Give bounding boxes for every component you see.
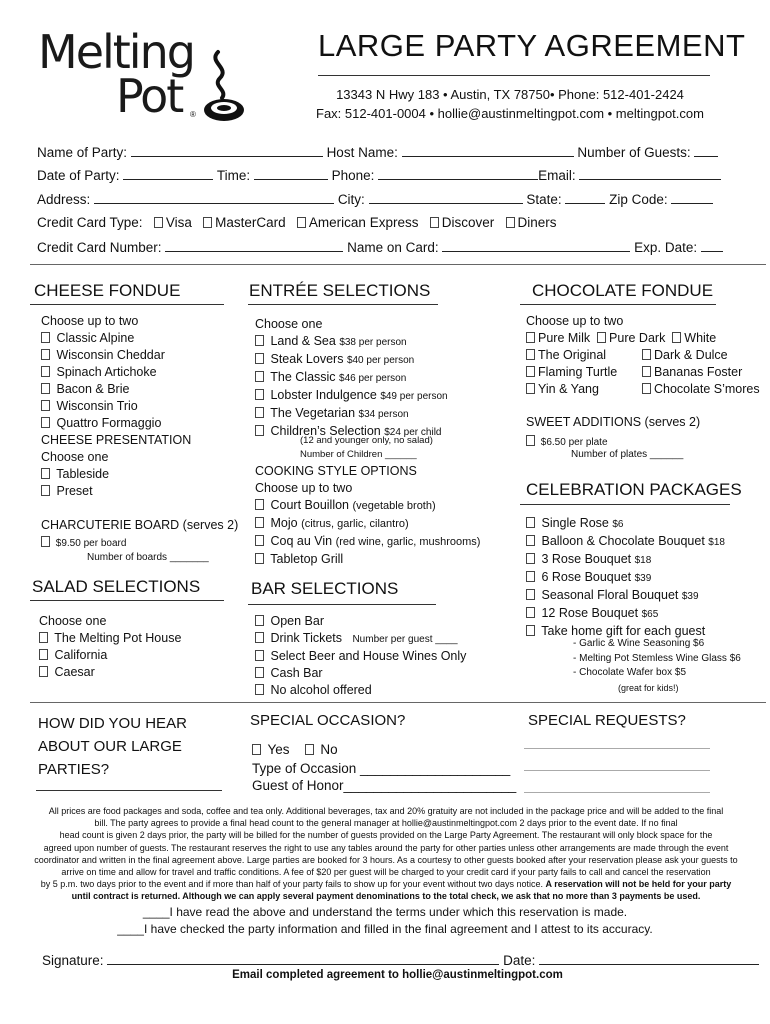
- cooking-choose-text: Choose up to two: [255, 481, 353, 495]
- checkbox[interactable]: [526, 589, 535, 600]
- celebration-name: Single Rose: [541, 516, 609, 530]
- sweet-count[interactable]: Number of plates ______: [571, 449, 684, 460]
- bar-option: Drink Tickets: [270, 631, 343, 645]
- entree-selections-title: ENTRÉE SELECTIONS: [249, 281, 431, 300]
- address-field[interactable]: [94, 191, 334, 204]
- list-item[interactable]: [41, 364, 241, 381]
- signature-label: Signature:: [42, 953, 104, 968]
- checkbox[interactable]: [41, 536, 50, 547]
- list-item[interactable]: [255, 405, 515, 423]
- logo-line-2: Pot: [116, 69, 183, 123]
- gift-note: (great for kids!): [618, 682, 679, 693]
- gift-option: - Melting Pot Stemless Wine Glass $6: [573, 652, 741, 664]
- divider: [30, 264, 766, 265]
- salad-title-rule: [30, 600, 224, 601]
- bar-section: [255, 613, 515, 699]
- checkbox-diners[interactable]: [506, 217, 515, 228]
- terms-line: All prices are food packages and soda, coffee and tea only. Additional beverages, tax and 20% gratuity are not included in the package price and will be added to the final: [48, 806, 724, 816]
- list-item[interactable]: [41, 381, 241, 398]
- celebration-section: [526, 515, 770, 640]
- credit-card-number-label: Credit Card Number:: [37, 240, 162, 255]
- checkbox[interactable]: [255, 499, 264, 510]
- city-label: City:: [337, 192, 365, 207]
- celebration-name: 6 Rose Bouquet: [541, 570, 632, 584]
- host-name-label: Host Name:: [326, 145, 398, 160]
- checkbox[interactable]: [526, 349, 535, 360]
- email-instruction: Email completed agreement to hollie@austinmeltingpot.com: [232, 969, 563, 981]
- children-count[interactable]: Number of Children ______: [300, 449, 417, 460]
- special-requests-title: SPECIAL REQUESTS?: [528, 712, 686, 729]
- celebration-name: Seasonal Floral Bouquet: [541, 588, 679, 602]
- gift-option: - Garlic & Wine Seasoning $6: [573, 638, 705, 649]
- fondue-pot-icon: [198, 48, 248, 128]
- presentation-option: Preset: [56, 484, 93, 498]
- entree-name: The Vegetarian: [270, 406, 356, 420]
- chocolate-option: Flaming Turtle: [538, 365, 618, 379]
- number-of-guests-label: Number of Guests:: [577, 145, 691, 160]
- celebration-price: $6: [612, 519, 624, 530]
- credit-card-type-label: Credit Card Type:: [37, 215, 143, 230]
- list-item[interactable]: [255, 497, 515, 515]
- entree-choose-text: Choose one: [255, 317, 323, 331]
- checkbox[interactable]: [41, 383, 50, 394]
- cheese-option: Spinach Artichoke: [56, 365, 157, 379]
- checkbox[interactable]: [41, 468, 50, 479]
- cheese-option: Bacon & Brie: [56, 382, 130, 396]
- checkbox-yes[interactable]: [252, 744, 261, 755]
- entree-name: Lobster Indulgence: [270, 388, 377, 402]
- children-note: (12 and younger only, no salad): [300, 435, 433, 446]
- checkbox[interactable]: [255, 407, 264, 418]
- tickets-note: Number per guest ____: [352, 634, 458, 645]
- exp-date-label: Exp. Date:: [634, 240, 698, 255]
- list-item: [526, 347, 766, 364]
- special-occasion-title: SPECIAL OCCASION?: [250, 712, 406, 729]
- terms-bold-text: A reservation will not be held for your party: [545, 879, 732, 890]
- bar-selections-title: BAR SELECTIONS: [251, 579, 399, 598]
- amex-option: American Express: [308, 215, 419, 230]
- gift-options: [573, 637, 741, 695]
- form-row-5: [37, 239, 737, 255]
- occasion-type-field[interactable]: Type of Occasion ____________________: [252, 761, 511, 776]
- list-item[interactable]: [526, 515, 770, 533]
- list-item[interactable]: [526, 587, 770, 605]
- entree-section: [255, 316, 515, 441]
- checkbox[interactable]: [255, 667, 264, 678]
- list-item[interactable]: [255, 613, 515, 630]
- checkbox[interactable]: [672, 332, 681, 343]
- logo-registered-mark: ®: [190, 110, 196, 119]
- date-of-party-label: Date of Party:: [37, 168, 120, 183]
- entree-price: $46 per person: [339, 373, 407, 384]
- celebration-price: $18: [634, 555, 652, 566]
- bar-option: Select Beer and House Wines Only: [270, 649, 467, 663]
- title-underline: [318, 75, 710, 76]
- chocolate-option: Yin & Yang: [538, 382, 599, 396]
- celebration-name: 12 Rose Bouquet: [541, 606, 639, 620]
- celebration-name: Balloon & Chocolate Bouquet: [541, 534, 705, 548]
- address-label: Address:: [37, 192, 91, 207]
- sweet-additions-title: SWEET ADDITIONS (serves 2): [526, 415, 701, 429]
- entree-name: Land & Sea: [270, 334, 336, 348]
- checkbox[interactable]: [255, 684, 264, 695]
- charcuterie-option[interactable]: [41, 536, 126, 549]
- list-item[interactable]: [255, 551, 515, 568]
- salad-selections-title: SALAD SELECTIONS: [32, 577, 201, 596]
- checkbox[interactable]: [41, 349, 50, 360]
- entree-price: $40 per person: [346, 355, 415, 366]
- terms-line: head count is given 2 days prior, the party will be billed for the number of guests provided on the Large Party Agreement. The restaurant will only block space for the: [59, 830, 713, 841]
- restaurant-address: 13343 N Hwy 183 • Austin, TX 78750• Phone: 512-401-2424: [336, 87, 684, 102]
- terms-text: by 5 p.m. two days prior to the event and if more than half of your party fails to show up for your event without two days notice.: [40, 879, 546, 890]
- entree-price: $49 per person: [380, 391, 448, 402]
- checkbox[interactable]: [642, 366, 651, 377]
- gift-option: - Chocolate Wafer box $5: [573, 667, 687, 678]
- email-label: Email:: [538, 168, 576, 183]
- list-item[interactable]: [255, 515, 515, 533]
- list-item[interactable]: [41, 483, 241, 500]
- host-name-field[interactable]: [402, 144, 574, 157]
- number-of-guests-field[interactable]: [694, 144, 718, 157]
- checkbox[interactable]: [255, 517, 264, 528]
- list-item[interactable]: [41, 415, 241, 432]
- entree-name: Steak Lovers: [270, 352, 344, 366]
- list-item[interactable]: [526, 605, 770, 623]
- visa-option: Visa: [165, 215, 192, 230]
- list-item[interactable]: [255, 351, 515, 369]
- zip-label: Zip Code:: [609, 192, 668, 207]
- checkbox[interactable]: [526, 553, 535, 564]
- charcuterie-title: CHARCUTERIE BOARD (serves 2): [41, 518, 239, 532]
- list-item[interactable]: [39, 630, 181, 647]
- checkbox[interactable]: [41, 366, 50, 377]
- time-label: Time:: [216, 168, 251, 183]
- signature-date-field[interactable]: [539, 952, 759, 965]
- list-item: [526, 330, 766, 347]
- mastercard-option: MasterCard: [215, 215, 286, 230]
- cheese-choose-text: Choose up to two: [41, 314, 139, 328]
- chocolate-option: Dark & Dulce: [654, 348, 728, 362]
- list-item[interactable]: [526, 569, 770, 587]
- presentation-option: Tableside: [56, 467, 110, 481]
- diners-option: Diners: [517, 215, 557, 230]
- name-of-party-label: Name of Party:: [37, 145, 128, 160]
- cooking-name: Mojo: [270, 516, 298, 530]
- checkbox[interactable]: [642, 383, 651, 394]
- checkbox[interactable]: [41, 400, 50, 411]
- checkbox[interactable]: [41, 485, 50, 496]
- signature-row: [42, 952, 762, 968]
- terms-line: coordinator and written in the final agreement above. Large parties are booked for 3 hours. As a courtesy to other guests booked after your reservation please ask your guests to: [34, 854, 738, 865]
- cooking-note: (red wine, garlic, mushrooms): [335, 536, 481, 548]
- checkbox[interactable]: [255, 425, 264, 436]
- exp-date-field[interactable]: [701, 239, 723, 252]
- phone-label: Phone:: [331, 168, 375, 183]
- checkbox[interactable]: [41, 417, 50, 428]
- checkbox-discover[interactable]: [430, 217, 439, 228]
- cooking-section: [255, 463, 515, 568]
- list-item[interactable]: [255, 533, 515, 551]
- celebration-title-rule: [520, 504, 730, 505]
- list-item[interactable]: [526, 551, 770, 569]
- cheese-fondue-title: CHEESE FONDUE: [34, 281, 181, 300]
- cheese-option: Quattro Formaggio: [56, 416, 162, 430]
- entree-price: $38 per person: [339, 337, 407, 348]
- list-item[interactable]: [39, 647, 181, 664]
- terms-line: [10, 878, 762, 890]
- page-title: LARGE PARTY AGREEMENT: [318, 28, 746, 63]
- cheese-presentation-title: CHEESE PRESENTATION: [41, 433, 192, 447]
- chocolate-option: Chocolate S’mores: [654, 382, 760, 396]
- cheese-option: Wisconsin Cheddar: [56, 348, 165, 362]
- name-on-card-label: Name on Card:: [347, 240, 439, 255]
- cooking-name: Tabletop Grill: [270, 552, 344, 566]
- cooking-style-title: COOKING STYLE OPTIONS: [255, 464, 417, 478]
- list-item[interactable]: [255, 369, 515, 387]
- date-label: Date:: [503, 953, 536, 968]
- charcuterie-price: $9.50 per board: [55, 538, 127, 549]
- cooking-name: Court Bouillon: [270, 498, 349, 512]
- checkbox[interactable]: [255, 553, 264, 564]
- entree-price: $34 person: [358, 409, 409, 420]
- phone-field[interactable]: [378, 167, 538, 180]
- time-field[interactable]: [254, 167, 328, 180]
- checkbox[interactable]: [255, 535, 264, 546]
- presentation-choose-text: Choose one: [41, 450, 109, 464]
- salad-option: California: [54, 648, 108, 662]
- list-item[interactable]: [255, 648, 515, 665]
- special-requests-line[interactable]: [524, 792, 710, 793]
- chocolate-choose-text: Choose up to two: [526, 314, 624, 328]
- salad-option: Caesar: [54, 665, 95, 679]
- checkbox[interactable]: [526, 535, 535, 546]
- signature-field[interactable]: [107, 952, 499, 965]
- cooking-name: Coq au Vin: [270, 534, 333, 548]
- list-item[interactable]: [41, 330, 241, 347]
- list-item[interactable]: [255, 333, 515, 351]
- checkbox[interactable]: [526, 571, 535, 582]
- cheese-option: Classic Alpine: [56, 331, 135, 345]
- checkbox[interactable]: [255, 389, 264, 400]
- zip-field[interactable]: [671, 191, 713, 204]
- checkbox-no[interactable]: [305, 744, 314, 755]
- checkbox[interactable]: [255, 335, 264, 346]
- chocolate-option: Pure Milk: [538, 331, 591, 345]
- checkbox[interactable]: [39, 649, 48, 660]
- restaurant-contact: Fax: 512-401-0004 • hollie@austinmeltingpot.com • meltingpot.com: [316, 106, 704, 121]
- cooking-note: (citrus, garlic, cilantro): [301, 518, 409, 530]
- acknowledgement-2[interactable]: ____I have checked the party information and filled in the final agreement and I attest to its accuracy.: [117, 922, 653, 936]
- checkbox[interactable]: [255, 353, 264, 364]
- list-item[interactable]: [41, 466, 241, 483]
- checkbox[interactable]: [526, 625, 535, 636]
- celebration-price: $65: [641, 609, 659, 620]
- checkbox[interactable]: [39, 666, 48, 677]
- credit-card-number-field[interactable]: [165, 239, 343, 252]
- celebration-packages-title: CELEBRATION PACKAGES: [526, 480, 742, 499]
- yes-option: Yes: [267, 742, 290, 757]
- form-row-2: [37, 167, 737, 183]
- celebration-price: $18: [708, 537, 725, 548]
- date-of-party-field[interactable]: [123, 167, 213, 180]
- state-field[interactable]: [565, 191, 605, 204]
- guest-of-honor-field[interactable]: Guest of Honor_______________________: [252, 778, 517, 793]
- list-item[interactable]: [255, 682, 515, 699]
- terms-line: arrive on time and allow for travel and traffic conditions. A fee of $20 per guest will be charged to your credit card if your party fails to call and cancel the reservation: [61, 867, 711, 878]
- email-field[interactable]: [579, 167, 721, 180]
- occasion-yes-no: [252, 742, 338, 757]
- terms-line: until contract is returned. Although we can apply several payment denominations to the total check, we ask that no more than 3 payments be used.: [71, 891, 701, 902]
- sweet-option[interactable]: [526, 435, 608, 448]
- how-did-you-hear-title: HOW DID YOU HEAR ABOUT OUR LARGE PARTIES?: [38, 715, 187, 778]
- checkbox[interactable]: [526, 383, 535, 394]
- name-of-party-field[interactable]: [131, 144, 323, 157]
- cheese-title-rule: [30, 304, 224, 305]
- checkbox[interactable]: [39, 632, 48, 643]
- salad-choose-text: Choose one: [39, 614, 107, 628]
- list-item[interactable]: [255, 387, 515, 405]
- terms-fine-print: [10, 805, 762, 903]
- checkbox[interactable]: [526, 332, 535, 343]
- checkbox[interactable]: [526, 607, 535, 618]
- terms-line: bill. The party agrees to provide a final head count to the general manager at hollie@austinmeltingpot.com 2 days prior to the event date. If no final: [94, 818, 678, 829]
- checkbox-visa[interactable]: [154, 217, 163, 228]
- list-item: [526, 364, 766, 381]
- salad-option: The Melting Pot House: [54, 631, 182, 645]
- checkbox[interactable]: [255, 371, 264, 382]
- list-item[interactable]: [41, 398, 241, 415]
- logo-line-1: Melting: [38, 25, 194, 79]
- checkbox[interactable]: [526, 435, 535, 446]
- list-item[interactable]: [41, 347, 241, 364]
- special-requests-line[interactable]: [524, 748, 710, 749]
- entree-price: $24 per child: [384, 427, 442, 438]
- city-field[interactable]: [369, 191, 523, 204]
- bar-option: Cash Bar: [270, 666, 323, 680]
- checkbox[interactable]: [255, 632, 264, 643]
- terms-line: agreed upon number of guests. The restaurant reserves the right to use any tables around the party for other parties unless other arrangements are made through the event: [43, 842, 729, 853]
- chocolate-option: Pure Dark: [609, 331, 666, 345]
- checkbox[interactable]: [597, 332, 606, 343]
- checkbox[interactable]: [255, 615, 264, 626]
- acknowledgement-1[interactable]: ____I have read the above and understand the terms under which this reservation is made.: [142, 905, 628, 919]
- celebration-name: Take home gift for each guest: [541, 624, 706, 638]
- form-row-1: [37, 144, 737, 160]
- checkbox[interactable]: [255, 650, 264, 661]
- chocolate-section: [526, 313, 766, 398]
- form-row-4: [37, 215, 737, 230]
- bar-option: Open Bar: [270, 614, 324, 628]
- chocolate-title-rule: [520, 304, 716, 305]
- salad-section: [39, 613, 181, 681]
- list-item[interactable]: [255, 665, 515, 682]
- list-item[interactable]: [39, 664, 181, 681]
- checkbox[interactable]: [642, 349, 651, 360]
- list-item[interactable]: [526, 533, 770, 551]
- cheese-fondue-section: [41, 313, 241, 500]
- checkbox[interactable]: [41, 332, 50, 343]
- discover-option: Discover: [441, 215, 495, 230]
- sweet-price: $6.50 per plate: [540, 437, 608, 448]
- cooking-note: (vegetable broth): [352, 500, 436, 512]
- checkbox[interactable]: [526, 366, 535, 377]
- chocolate-option: White: [684, 331, 717, 345]
- bar-title-rule: [248, 604, 436, 605]
- entree-name: The Classic: [270, 370, 336, 384]
- checkbox-mastercard[interactable]: [203, 217, 212, 228]
- chocolate-fondue-title: CHOCOLATE FONDUE: [532, 281, 714, 300]
- form-row-3: [37, 191, 737, 207]
- how-did-you-hear-field[interactable]: [36, 790, 222, 791]
- celebration-name: 3 Rose Bouquet: [541, 552, 632, 566]
- list-item: [526, 381, 766, 398]
- checkbox-amex[interactable]: [297, 217, 306, 228]
- list-item[interactable]: [255, 630, 515, 648]
- chocolate-option: Bananas Foster: [654, 365, 743, 379]
- entree-name: Children’s Selection: [270, 424, 381, 438]
- celebration-price: $39: [634, 573, 652, 584]
- chocolate-option: The Original: [538, 348, 607, 362]
- bar-option: No alcohol offered: [270, 683, 372, 697]
- charcuterie-count[interactable]: Number of boards _______: [87, 552, 209, 563]
- checkbox[interactable]: [526, 517, 535, 528]
- entree-title-rule: [248, 304, 438, 305]
- celebration-price: $39: [681, 591, 699, 602]
- state-label: State:: [526, 192, 562, 207]
- divider: [30, 702, 766, 703]
- logo: [38, 25, 248, 130]
- special-requests-line[interactable]: [524, 770, 710, 771]
- cheese-option: Wisconsin Trio: [56, 399, 138, 413]
- no-option: No: [320, 742, 338, 757]
- name-on-card-field[interactable]: [442, 239, 630, 252]
